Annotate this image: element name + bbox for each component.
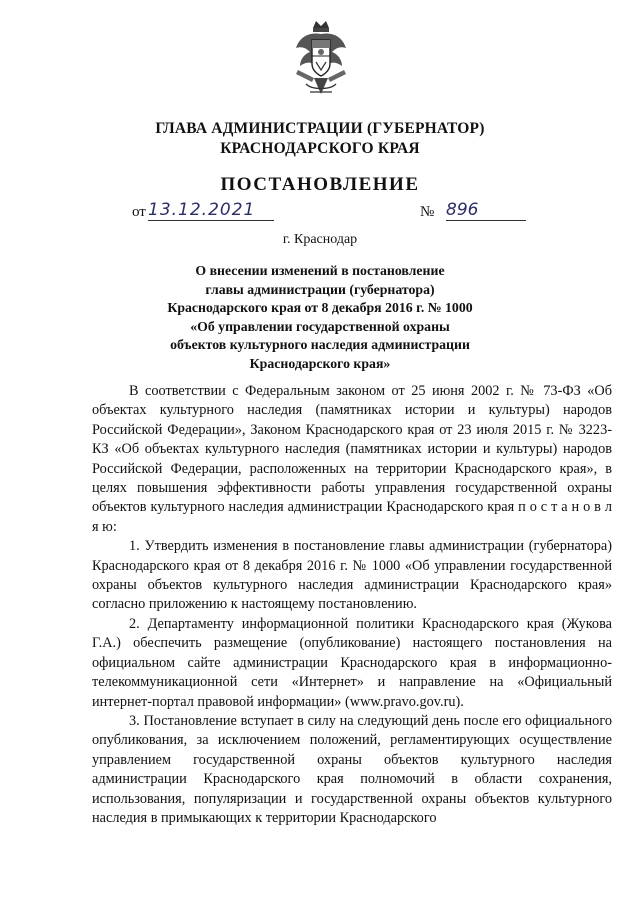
authority-title-line2: КРАСНОДАРСКОГО КРАЯ xyxy=(220,140,420,157)
number-value: 896 xyxy=(446,202,526,221)
city-label: г. Краснодар xyxy=(282,232,358,247)
subject-line: О внесении изменений в постановление xyxy=(195,263,445,278)
body-paragraph-item-3: 3. Постановление вступает в силу на следующий день после его официального опубликования, за исключением положений, регламентирующих осуществление управлением государственной охраны объектов культурного наследия администрации Краснодарского края полномочий в области сохранения, использования, популяризации и государственной охраны объектов культурного наследия в примыкающих к территории Краснодарского xyxy=(92,712,612,826)
document-type-title: ПОСТАНОВЛЕНИЕ xyxy=(220,174,420,195)
date-value: 13.12.2021 xyxy=(148,202,274,221)
document-body xyxy=(92,382,612,828)
authority-title-line1: ГЛАВА АДМИНИСТРАЦИИ (ГУБЕРНАТОР) xyxy=(155,120,485,137)
body-paragraph-preamble: В соответствии с Федеральным законом от 25 июня 2002 г. № 73-ФЗ «Об объектах культурного наследия (памятниках истории и культуры) народов Российской Федерации», Законом Краснодарского края от 23 июля 2015 г. № 3223-КЗ «Об объектах культурного наследия (памятниках истории и культуры) народов Российской Федерации, расположенных на территории Краснодарского края», в целях повышения эффективности работы управления государственной охраны объектов культурного наследия администрации Краснодарского края п о с т а н о в л я ю: xyxy=(92,383,612,535)
body-paragraph-item-2: 2. Департаменту информационной политики Краснодарского края (Жукова Г.А.) обеспечить размещение (опубликование) настоящего постановления на официальном сайте администрации Краснодарского края в информационно-телекоммуникационной сети «Интернет» и направление на «Официальный интернет-портал правовой информации» (www.pravo.gov.ru). xyxy=(92,615,612,710)
subject-line: объектов культурного наследия администрации xyxy=(170,337,470,353)
subject-line: Краснодарского края от 8 декабря 2016 г. № 1000 xyxy=(167,300,473,316)
number-label: № xyxy=(420,204,435,220)
subject-line: главы администрации (губернатора) xyxy=(205,281,435,297)
coat-of-arms-emblem xyxy=(292,18,350,100)
date-label: от xyxy=(132,204,146,220)
document-subject xyxy=(0,262,640,374)
body-paragraph-item-1: 1. Утвердить изменения в постановление главы администрации (губернатора) Краснодарского края от 8 декабря 2016 г. № 1000 «Об управлении государственной охраны объектов культурного наследия администрации Краснодарского края» согласно приложению к настоящему постановлению. xyxy=(92,538,612,613)
subject-line: Краснодарского края» xyxy=(249,355,391,371)
subject-line: «Об управлении государственной охраны xyxy=(190,318,450,334)
